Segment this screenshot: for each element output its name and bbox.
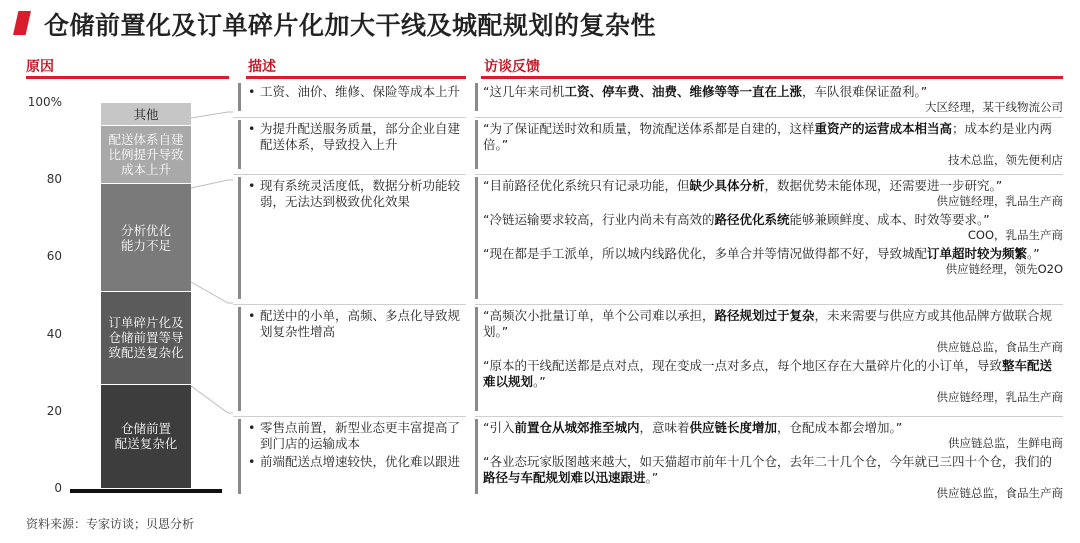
quote-source: 供应链经理，领先O2O bbox=[945, 262, 1063, 276]
description-item: • 为提升配送服务质量，部分企业自建配送体系，导致投入上升 bbox=[248, 121, 470, 153]
quote-source: 大区经理，某干线物流公司 bbox=[925, 100, 1063, 114]
row-marker bbox=[238, 177, 241, 299]
quote-source: 供应链经理，乳品生产商 bbox=[936, 194, 1063, 208]
bar-segment-label: 仓储前置 配送复杂化 bbox=[114, 421, 178, 452]
interview-cell bbox=[483, 121, 1063, 171]
bar-segment-label: 其他 bbox=[133, 106, 159, 122]
y-tick-label: 80 bbox=[46, 172, 62, 187]
quote-text: “高频次小批量订单，单个公司难以承担， bbox=[483, 308, 715, 323]
row-marker bbox=[475, 419, 478, 494]
quote-text: 。” bbox=[533, 374, 546, 389]
description-cell bbox=[248, 420, 470, 472]
interview-quote bbox=[483, 246, 1063, 262]
page-title: 仓储前置化及订单碎片化加大干线及城配规划的复杂性 bbox=[44, 11, 657, 40]
row-marker bbox=[238, 83, 241, 111]
description-cell bbox=[248, 308, 470, 342]
quote-text: ，仓配成本都会增加。” bbox=[777, 420, 903, 435]
interview-cell bbox=[483, 420, 1063, 504]
description-cell bbox=[248, 121, 470, 155]
quote-text: ；成本约是业内两倍。” bbox=[483, 121, 1053, 152]
quote-text: 能够兼顾鲜度、成本、时效等要求。” bbox=[789, 212, 990, 227]
row-marker bbox=[475, 83, 478, 111]
row-divider bbox=[475, 304, 1063, 305]
row-divider bbox=[475, 117, 1063, 118]
interview-quote bbox=[483, 308, 1063, 340]
quote-highlight: 供应链长度增加 bbox=[689, 420, 778, 435]
row-divider bbox=[233, 304, 466, 305]
row-divider bbox=[475, 416, 1063, 417]
interview-quote bbox=[483, 212, 1063, 228]
row-marker bbox=[475, 120, 478, 169]
header-description: 描述 bbox=[248, 59, 276, 75]
header-interview: 访谈反馈 bbox=[484, 59, 540, 75]
row-marker bbox=[238, 120, 241, 169]
description-cell bbox=[248, 178, 470, 212]
quote-highlight: 缺少具体分析 bbox=[689, 178, 765, 193]
description-item: • 现有系统灵活度低，数据分析功能较弱，无法达到极致优化效果 bbox=[248, 178, 470, 210]
interview-cell bbox=[483, 178, 1063, 280]
quote-source: 供应链经理，乳品生产商 bbox=[936, 390, 1063, 404]
interview-quote bbox=[483, 121, 1063, 153]
quote-text: ，数据优势未能体现，还需要进一步研究。” bbox=[764, 178, 1003, 193]
source-footer: 资料来源：专家访谈；贝恩分析 bbox=[26, 517, 195, 531]
quote-text: “冷链运输要求较高，行业内尚未有高效的 bbox=[483, 212, 715, 227]
y-tick-label: 40 bbox=[46, 326, 62, 341]
quote-highlight: 路径与车配规划难以迅速跟进 bbox=[483, 470, 646, 485]
y-tick-label: 100% bbox=[27, 95, 62, 109]
quote-highlight: 路径规划过于复杂 bbox=[714, 308, 815, 323]
row-marker bbox=[475, 307, 478, 411]
quote-text: “引入 bbox=[483, 420, 515, 435]
quote-text: “目前路径优化系统只有记录功能，但 bbox=[483, 178, 690, 193]
row-divider bbox=[233, 416, 466, 417]
row-divider bbox=[475, 174, 1063, 175]
description-item: • 前端配送点增速较快，优化难以跟进 bbox=[248, 454, 470, 470]
quote-text: “原本的干线配送都是点对点，现在变成一点对多点，每个地区存在大量碎片化的小订单，导致 bbox=[483, 358, 1002, 373]
quote-highlight: 整车配送难以规划 bbox=[483, 358, 1052, 389]
quote-highlight: 路径优化系统 bbox=[714, 212, 790, 227]
quote-source: 供应链总监，生鲜电商 bbox=[948, 436, 1063, 450]
row-divider bbox=[233, 174, 466, 175]
quote-text: “各业态玩家版图越来越大，如天猫超市前年十几个仓，去年二十几个仓，今年就已三四十个仓，我们的 bbox=[483, 454, 1052, 469]
quote-highlight: 工资、停车费、油费、维修等等一直在上涨 bbox=[564, 84, 802, 99]
interview-quote bbox=[483, 84, 1063, 100]
y-tick-label: 20 bbox=[46, 403, 62, 418]
y-tick-label: 60 bbox=[46, 249, 62, 264]
description-item: • 工资、油价、维修、保险等成本上升 bbox=[248, 84, 470, 100]
quote-text: ，车队很难保证盈利。” bbox=[802, 84, 928, 99]
quote-text: 。” bbox=[645, 470, 659, 485]
interview-quote bbox=[483, 178, 1063, 194]
quote-text: 。” bbox=[1027, 246, 1040, 261]
interview-cell bbox=[483, 84, 1063, 118]
quote-highlight: 订单超时较为频繁 bbox=[926, 246, 1027, 261]
bar-segment-label: 配送体系自建 比例提升导致 成本上升 bbox=[108, 132, 184, 178]
header-reason: 原因 bbox=[26, 59, 54, 75]
quote-highlight: 前置仓从城郊推至城内 bbox=[514, 420, 640, 435]
interview-cell bbox=[483, 308, 1063, 408]
interview-quote bbox=[483, 358, 1063, 390]
row-divider bbox=[233, 117, 466, 118]
row-marker bbox=[238, 307, 241, 411]
bar-segment-label: 分析优化 能力不足 bbox=[120, 222, 171, 253]
quote-text: ，意味着 bbox=[639, 420, 690, 435]
description-item: • 配送中的小单，高频、多点化导致规划复杂性增高 bbox=[248, 308, 470, 340]
row-marker bbox=[475, 177, 478, 299]
interview-quote bbox=[483, 454, 1063, 486]
quote-source: COO，乳品生产商 bbox=[967, 228, 1063, 242]
row-marker bbox=[238, 419, 241, 494]
quote-source: 技术总监，领先便利店 bbox=[948, 153, 1063, 167]
quote-highlight: 重资产的运营成本相当高 bbox=[814, 121, 952, 136]
quote-text: “现在都是手工派单，所以城内线路优化，多单合并等情况做得都不好，导致城配 bbox=[483, 246, 927, 261]
quote-text: ，未来需要与供应方或其他品牌方做联合规划。” bbox=[483, 308, 1053, 339]
description-item: • 零售点前置，新型业态更丰富提高了到门店的运输成本 bbox=[248, 420, 470, 452]
bar-segment-label: 订单碎片化及 仓储前置等导 致配送复杂化 bbox=[108, 315, 184, 361]
quote-source: 供应链总监，食品生产商 bbox=[936, 340, 1063, 354]
description-cell bbox=[248, 84, 470, 102]
interview-quote bbox=[483, 420, 1063, 436]
quote-source: 供应链总监，食品生产商 bbox=[936, 486, 1063, 500]
quote-text: “这几年来司机 bbox=[483, 84, 565, 99]
y-tick-label: 0 bbox=[54, 481, 62, 495]
quote-text: “为了保证配送时效和质量，物流配送体系都是自建的，这样 bbox=[483, 121, 815, 136]
